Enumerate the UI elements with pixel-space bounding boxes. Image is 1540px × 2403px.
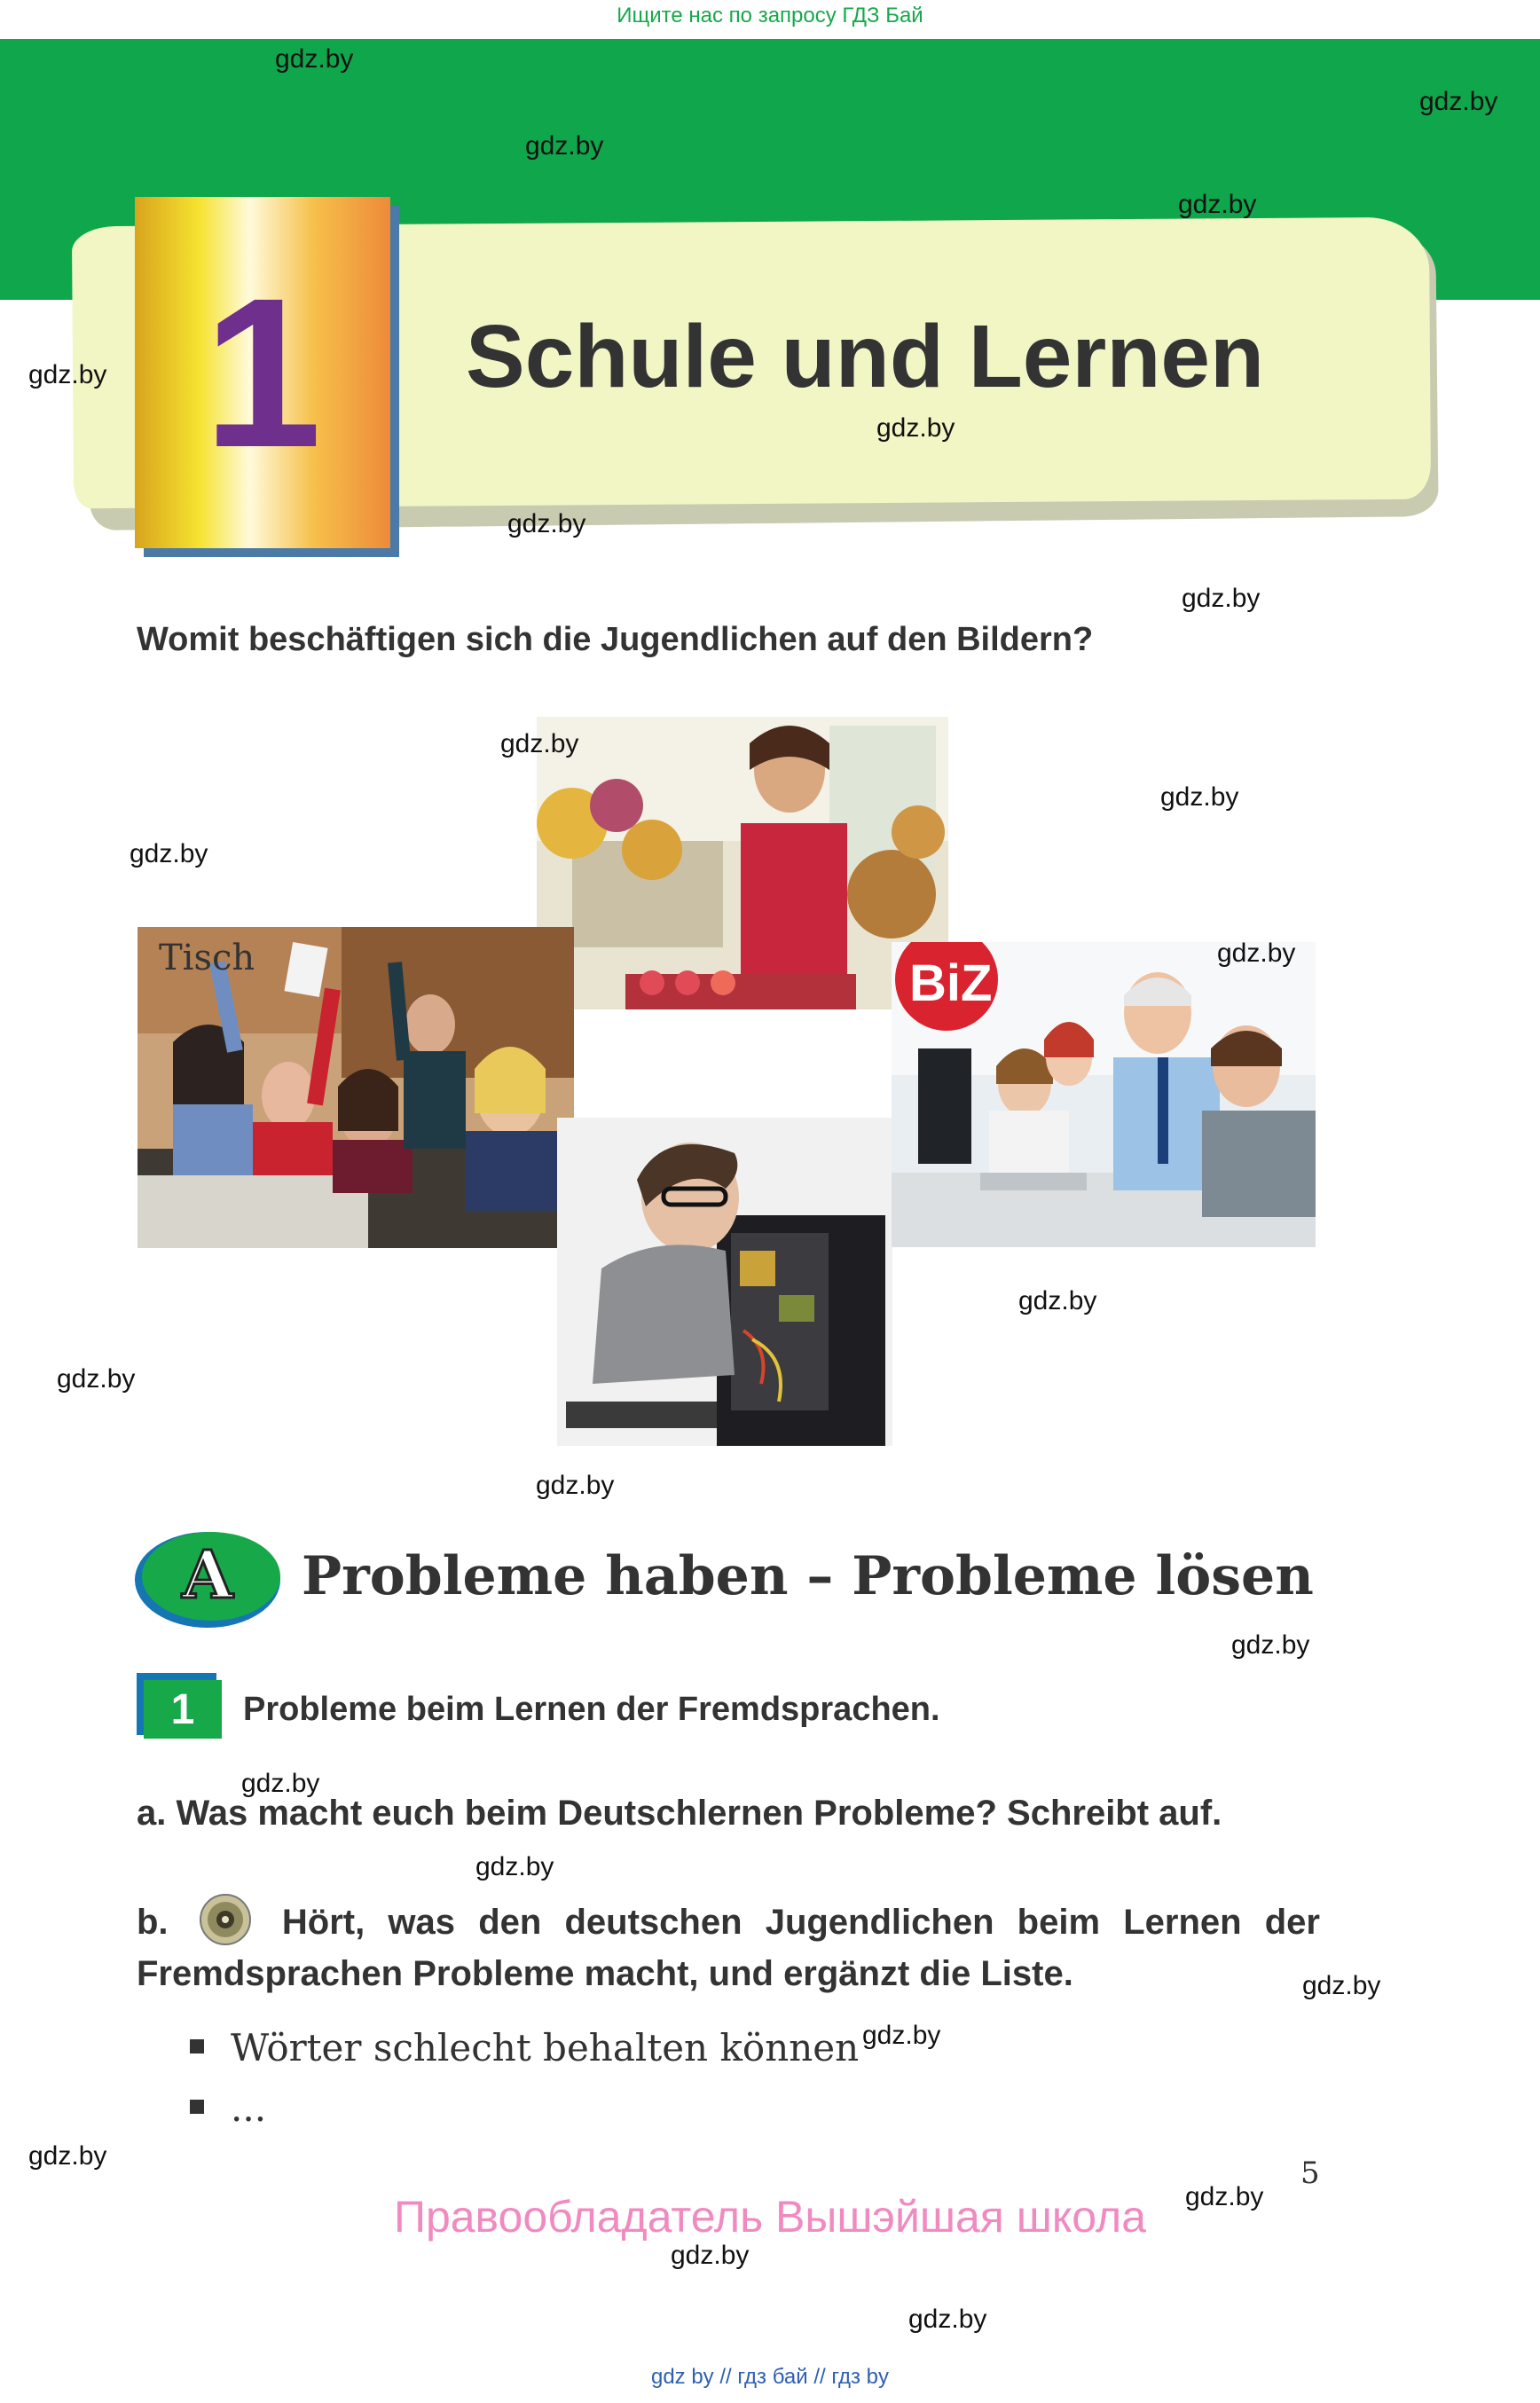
- watermark: gdz.by: [28, 360, 107, 389]
- watermark: gdz.by: [908, 2305, 987, 2334]
- cd-icon: [199, 1893, 252, 1946]
- task-b-label: b.: [137, 1903, 169, 1942]
- watermark: gdz.by: [1018, 1286, 1097, 1315]
- photo-florist: [537, 717, 948, 1009]
- watermark: gdz.by: [525, 131, 604, 161]
- page-number: 5: [1300, 2156, 1320, 2191]
- photo-classroom: [138, 927, 574, 1248]
- photo-biz-office: [892, 942, 1316, 1247]
- section-letter: A: [182, 1537, 233, 1614]
- square-bullet-icon: [190, 2100, 204, 2114]
- watermark: gdz.by: [1182, 584, 1261, 613]
- top-note: Ищите нас по запросу ГДЗ Бай: [617, 4, 923, 27]
- watermark: gdz.by: [1231, 1630, 1310, 1660]
- chapter-title: Schule und Lernen: [466, 307, 1265, 406]
- watermark: gdz.by: [536, 1471, 615, 1500]
- watermark: gdz.by: [862, 2021, 941, 2050]
- watermark: gdz.by: [1160, 782, 1239, 812]
- watermark: gdz.by: [1217, 938, 1296, 968]
- exercise-number: 1: [144, 1680, 222, 1739]
- watermark: gdz.by: [500, 729, 579, 758]
- section-title: Probleme haben – Probleme lösen: [302, 1545, 1314, 1607]
- photo-computer-repair: [557, 1118, 892, 1446]
- list-item: Wörter schlecht behalten können: [190, 2026, 859, 2069]
- watermark: gdz.by: [1302, 1971, 1381, 2000]
- watermark: gdz.by: [1178, 190, 1257, 219]
- exercise-title: Probleme beim Lernen der Fremdsprachen.: [243, 1691, 940, 1728]
- watermark: gdz.by: [130, 839, 208, 868]
- watermark: gdz.by: [507, 509, 586, 538]
- classroom-caption: Tisch: [159, 938, 255, 978]
- watermark: gdz.by: [57, 1364, 136, 1394]
- list-item: ...: [190, 2086, 266, 2130]
- footer-links[interactable]: gdz by // гдз бай // гдз by: [650, 2365, 890, 2389]
- watermark: gdz.by: [876, 413, 955, 443]
- watermark: gdz.by: [475, 1852, 554, 1881]
- copyright-notice: Правообладатель Вышэйшая школа: [394, 2192, 1146, 2242]
- chapter-number: 1: [203, 254, 322, 491]
- watermark: gdz.by: [241, 1769, 320, 1798]
- task-b-text: Hört, was den deutschen Jugendlichen beim Lernen der Fremdsprachen Probleme macht, und ergänzt die Liste.: [137, 1903, 1320, 1993]
- task-b: [137, 1893, 1320, 1999]
- intro-question: Womit beschäftigen sich die Jugendlichen auf den Bildern?: [137, 621, 1094, 658]
- watermark: gdz.by: [28, 2141, 107, 2171]
- watermark: gdz.by: [1419, 87, 1498, 116]
- task-a: a. Was macht euch beim Deutschlernen Probleme? Schreibt auf.: [137, 1794, 1222, 1833]
- watermark: gdz.by: [671, 2241, 750, 2270]
- square-bullet-icon: [190, 2039, 204, 2054]
- biz-logo: BiZ: [909, 954, 993, 1012]
- watermark: gdz.by: [1185, 2182, 1264, 2211]
- watermark: gdz.by: [275, 44, 354, 74]
